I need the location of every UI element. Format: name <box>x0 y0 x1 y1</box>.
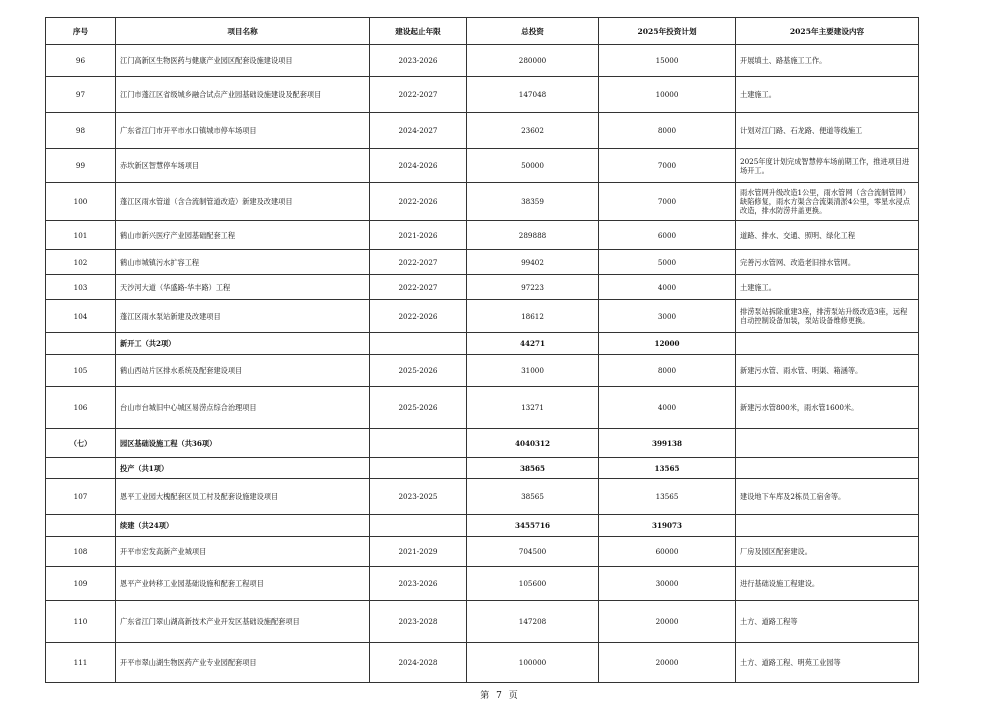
cell-total-investment: 280000 <box>467 45 599 77</box>
cell-2025-content <box>736 429 919 458</box>
cell-2025-content: 进行基础设施工程建设。 <box>736 567 919 601</box>
cell-index: 98 <box>46 113 116 149</box>
table-row <box>46 601 919 643</box>
cell-2025-plan: 10000 <box>599 77 736 113</box>
cell-total-investment: 31000 <box>467 355 599 387</box>
cell-2025-content <box>736 458 919 479</box>
cell-2025-content: 道路、排水、交通、照明、绿化工程 <box>736 221 919 250</box>
cell-2025-content: 新建污水管、雨水管、明渠、箱涵等。 <box>736 355 919 387</box>
cell-project-name: 鹤山市城镇污水扩容工程 <box>116 250 370 275</box>
table-row <box>46 113 919 149</box>
table-row <box>46 183 919 221</box>
cell-2025-plan: 20000 <box>599 601 736 643</box>
cell-index: 109 <box>46 567 116 601</box>
cell-2025-content: 厂房及园区配套建设。 <box>736 537 919 567</box>
cell-index: 99 <box>46 149 116 183</box>
table-subtotal-row <box>46 429 919 458</box>
cell-period: 2022-2027 <box>370 250 467 275</box>
cell-index: 101 <box>46 221 116 250</box>
cell-total-investment: 18612 <box>467 300 599 333</box>
cell-2025-content: 雨水管网升级改造1公里，雨水管网（含合流制管网）缺陷修复，雨水方渠含合流渠清淤4公里，零星水浸点改造，排水防涝井盖更换。 <box>736 183 919 221</box>
table-row <box>46 275 919 300</box>
cell-2025-plan: 15000 <box>599 45 736 77</box>
cell-total-investment: 99402 <box>467 250 599 275</box>
cell-period <box>370 515 467 537</box>
cell-total-investment: 100000 <box>467 643 599 683</box>
cell-index: 104 <box>46 300 116 333</box>
cell-period: 2022-2027 <box>370 77 467 113</box>
cell-period: 2022-2027 <box>370 275 467 300</box>
cell-period: 2025-2026 <box>370 355 467 387</box>
cell-period <box>370 458 467 479</box>
cell-2025-content: 土方、道路工程等 <box>736 601 919 643</box>
cell-project-name: 蓬江区雨水管道（含合流制管道改造）新建及改建项目 <box>116 183 370 221</box>
header-index: 序号 <box>46 18 116 45</box>
cell-index <box>46 515 116 537</box>
table-row <box>46 149 919 183</box>
cell-total-investment: 44271 <box>467 333 599 355</box>
cell-index: 111 <box>46 643 116 683</box>
cell-2025-content: 土方、道路工程、明苑工业园等 <box>736 643 919 683</box>
cell-period: 2025-2026 <box>370 387 467 429</box>
cell-total-investment: 147048 <box>467 77 599 113</box>
header-total-investment: 总投资 <box>467 18 599 45</box>
cell-2025-content: 建设地下车库及2栋员工宿舍等。 <box>736 479 919 515</box>
cell-index: 110 <box>46 601 116 643</box>
table-subtotal-row <box>46 458 919 479</box>
header-2025-content: 2025年主要建设内容 <box>736 18 919 45</box>
cell-project-name: 开平市翠山湖生物医药产业专业园配套项目 <box>116 643 370 683</box>
header-2025-plan: 2025年投资计划 <box>599 18 736 45</box>
cell-index: 106 <box>46 387 116 429</box>
cell-2025-plan: 7000 <box>599 183 736 221</box>
cell-index: 103 <box>46 275 116 300</box>
cell-total-investment: 3455716 <box>467 515 599 537</box>
cell-index: 96 <box>46 45 116 77</box>
cell-project-name: 天沙河大道（华盛路-华丰路）工程 <box>116 275 370 300</box>
table-row <box>46 221 919 250</box>
table-subtotal-row <box>46 515 919 537</box>
table-row <box>46 45 919 77</box>
cell-project-name: 鹤山西站片区排水系统及配套建设项目 <box>116 355 370 387</box>
table-row <box>46 387 919 429</box>
cell-2025-plan: 13565 <box>599 479 736 515</box>
table-row <box>46 537 919 567</box>
cell-project-name: 恩平产业转移工业园基础设施和配套工程项目 <box>116 567 370 601</box>
cell-period: 2023-2028 <box>370 601 467 643</box>
table-row <box>46 355 919 387</box>
cell-period: 2024-2027 <box>370 113 467 149</box>
cell-period <box>370 429 467 458</box>
table-row <box>46 567 919 601</box>
cell-period: 2024-2026 <box>370 149 467 183</box>
cell-period: 2021-2026 <box>370 221 467 250</box>
cell-2025-plan: 8000 <box>599 355 736 387</box>
cell-project-name: 广东省江门翠山湖高新技术产业开发区基础设施配套项目 <box>116 601 370 643</box>
table-row <box>46 250 919 275</box>
cell-2025-plan: 30000 <box>599 567 736 601</box>
cell-2025-content: 计划对江门路、石龙路、便道等线施工 <box>736 113 919 149</box>
cell-index: 107 <box>46 479 116 515</box>
table-header-row <box>46 18 919 45</box>
cell-2025-content: 2025年度计划完成智慧停车场前期工作，推进项目进场开工。 <box>736 149 919 183</box>
cell-period: 2022-2026 <box>370 183 467 221</box>
cell-2025-content: 排涝泵站拆除重建3座，排涝泵站升级改造3座，远程自动控制设备加装，泵站设备维修更换。 <box>736 300 919 333</box>
cell-2025-plan: 8000 <box>599 113 736 149</box>
cell-2025-plan: 4000 <box>599 275 736 300</box>
table-row <box>46 643 919 683</box>
cell-2025-content <box>736 333 919 355</box>
cell-total-investment: 23602 <box>467 113 599 149</box>
cell-period: 2021-2029 <box>370 537 467 567</box>
cell-total-investment: 13271 <box>467 387 599 429</box>
cell-project-name: 鹤山市新兴医疗产业园基础配套工程 <box>116 221 370 250</box>
cell-total-investment: 704500 <box>467 537 599 567</box>
cell-2025-plan: 20000 <box>599 643 736 683</box>
cell-2025-content: 土建施工。 <box>736 77 919 113</box>
table-row <box>46 77 919 113</box>
cell-2025-plan: 319073 <box>599 515 736 537</box>
cell-project-name: 广东省江门市开平市水口镇城市停车场项目 <box>116 113 370 149</box>
cell-2025-content: 新建污水管800米，雨水管1600米。 <box>736 387 919 429</box>
cell-total-investment: 50000 <box>467 149 599 183</box>
cell-index <box>46 333 116 355</box>
cell-2025-content: 土建施工。 <box>736 275 919 300</box>
cell-project-name: 开平市宏发高新产业城项目 <box>116 537 370 567</box>
table-row <box>46 479 919 515</box>
cell-period: 2023-2026 <box>370 567 467 601</box>
cell-total-investment: 289888 <box>467 221 599 250</box>
cell-period: 2023-2025 <box>370 479 467 515</box>
cell-total-investment: 38565 <box>467 458 599 479</box>
cell-2025-plan: 5000 <box>599 250 736 275</box>
cell-project-name: 续建（共24项） <box>116 515 370 537</box>
cell-total-investment: 38359 <box>467 183 599 221</box>
cell-period <box>370 333 467 355</box>
cell-project-name: 台山市台城旧中心城区易涝点综合治理项目 <box>116 387 370 429</box>
table-row <box>46 300 919 333</box>
cell-index: 102 <box>46 250 116 275</box>
cell-project-name: 江门市蓬江区省级城乡融合试点产业园基础设施建设及配套项目 <box>116 77 370 113</box>
cell-2025-plan: 13565 <box>599 458 736 479</box>
investment-table <box>45 17 919 683</box>
cell-2025-content <box>736 515 919 537</box>
cell-total-investment: 97223 <box>467 275 599 300</box>
cell-2025-plan: 399138 <box>599 429 736 458</box>
cell-period: 2024-2028 <box>370 643 467 683</box>
page-number: 第 7 页 <box>480 691 520 701</box>
cell-2025-content: 开展填土、路基施工工作。 <box>736 45 919 77</box>
cell-period: 2022-2026 <box>370 300 467 333</box>
header-period: 建设起止年限 <box>370 18 467 45</box>
cell-project-name: 蓬江区雨水泵站新建及改建项目 <box>116 300 370 333</box>
cell-period: 2023-2026 <box>370 45 467 77</box>
cell-index: 105 <box>46 355 116 387</box>
cell-2025-plan: 12000 <box>599 333 736 355</box>
cell-project-name: 园区基础设施工程（共36项） <box>116 429 370 458</box>
cell-project-name: 新开工（共2项） <box>116 333 370 355</box>
cell-2025-plan: 6000 <box>599 221 736 250</box>
cell-index <box>46 458 116 479</box>
cell-total-investment: 105600 <box>467 567 599 601</box>
header-project-name: 项目名称 <box>116 18 370 45</box>
cell-2025-plan: 4000 <box>599 387 736 429</box>
cell-index: （七） <box>46 429 116 458</box>
cell-total-investment: 147208 <box>467 601 599 643</box>
cell-index: 100 <box>46 183 116 221</box>
cell-project-name: 恩平工业园大槐配套区员工村及配套设施建设项目 <box>116 479 370 515</box>
cell-total-investment: 4040312 <box>467 429 599 458</box>
cell-project-name: 投产（共1项） <box>116 458 370 479</box>
cell-index: 108 <box>46 537 116 567</box>
cell-total-investment: 38565 <box>467 479 599 515</box>
table-body <box>46 45 919 683</box>
cell-project-name: 赤坎新区智慧停车场项目 <box>116 149 370 183</box>
table-subtotal-row <box>46 333 919 355</box>
cell-project-name: 江门高新区生物医药与健康产业园区配套设施建设项目 <box>116 45 370 77</box>
cell-2025-plan: 3000 <box>599 300 736 333</box>
cell-2025-content: 完善污水管网、改造老旧排水管网。 <box>736 250 919 275</box>
cell-2025-plan: 7000 <box>599 149 736 183</box>
cell-2025-plan: 60000 <box>599 537 736 567</box>
cell-index: 97 <box>46 77 116 113</box>
